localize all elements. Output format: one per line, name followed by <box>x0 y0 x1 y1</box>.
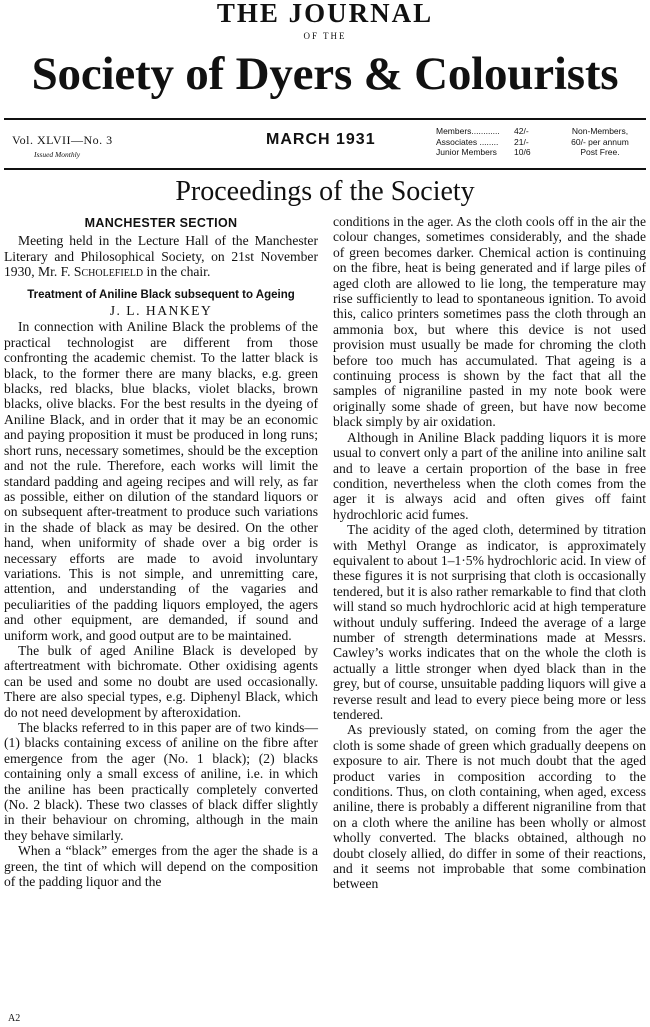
subscription-prices <box>436 126 531 158</box>
issue-bar-bottom-rule <box>4 168 646 170</box>
masthead-the-journal: THE JOURNAL <box>216 0 434 28</box>
price-value: 42/- <box>514 126 529 136</box>
chair-name: Scholefield <box>73 264 144 280</box>
body-paragraph-continued: conditions in the ager. As the cloth cools off in the air the colour changes, sometimes considerably, and the shade of green becomes darker. Chemical action is continuing on the fibre, heat is being generated and if large piles of aged cloth are allowed to lie long, the temperature may rise sufficiently to lead to spontaneous ignition. To avoid this, calico printers sometimes pass the cloth through an ammonia box, but where this device is not used provision must usually be made for chroming the cloth before too much has accumulated. That ageing is a continuing process is shown by the fact that all the samples of nigraniline pasted in my note book were originally some shade of green, but have now become black simply by air oxidation. <box>333 214 646 430</box>
non-member-price <box>558 126 642 158</box>
masthead-of-the: OF THE <box>303 31 347 41</box>
body-paragraph: The bulk of aged Aniline Black is developed by aftertreatment with bichromate. Other oxidising agents can be used and some no doubt are used occasionally. There are also special types, e.g. Diphenyl Black, which do not need development by afteroxidation. <box>4 642 318 720</box>
body-paragraph: When a “black” emerges from the ager the shade is a green, the tint of which will depend on the composition of the padding liquor and the <box>4 843 318 890</box>
price-row-junior <box>436 147 531 158</box>
meeting-text: Meeting held in the Lecture Hall of the Manchester Literary and Philosophical Society, on 21st November 1930, Mr. F. <box>4 233 318 280</box>
meeting-text-end: in the chair. <box>143 264 211 280</box>
price-label: Associates ........ <box>436 136 499 147</box>
issue-bar-top-rule <box>4 118 646 120</box>
proceedings-heading: Proceedings of the Society <box>175 176 475 207</box>
paper-author: J. L. HANKEY <box>109 303 213 319</box>
body-paragraph: The blacks referred to in this paper are of two kinds—(1) blacks containing excess of aniline on the fibre after emergence from the ager (No. 1 black); (2) blacks containing only a small excess of aniline, i.e. in which the aniline has been practically completely converted (No. 2 black). These two classes of black differ slightly in their behaviour on chroming, although in the main they behave similarly. <box>4 720 318 843</box>
body-paragraph: Although in Aniline Black padding liquors it is more usual to convert only a part of the aniline into aniline salt and to leave a certain proportion of the base in free condition, nevertheless when the cloth comes from the ager it is always acid and often gives off faint hydrochloric acid fumes. <box>333 429 646 522</box>
paper-title: Treatment of Aniline Black subsequent to Ageing <box>27 288 295 301</box>
body-paragraph: As previously stated, on coming from the ager the cloth is some shade of green which gradually deepens on exposure to air. There is not much doubt that the aged product varies in composition according to the conditions. Thus, on cloth containing, when aged, excess aniline, there is probably a different nigraniline from that on a cloth where the aniline has been wholly or almost wholly converted. The blacks obtained, although no doubt closely allied, do differ in some of their reactions, and it seems not improbable that some combination between <box>333 722 646 892</box>
right-column <box>333 214 646 892</box>
non-member-line: Post Free. <box>580 147 620 157</box>
price-label: Members............ <box>436 126 500 136</box>
price-value: 10/6 <box>514 147 531 157</box>
issue-date: MARCH 1931 <box>266 131 376 148</box>
volume-number: Vol. XLVII—No. 3 <box>12 133 113 147</box>
price-row-members <box>436 126 531 137</box>
masthead-society-title: Society of Dyers & Colourists <box>31 48 619 100</box>
price-row-associates <box>436 137 531 148</box>
price-label: Junior Members <box>436 147 497 157</box>
meeting-note <box>4 233 318 279</box>
issued-monthly: Issued Monthly <box>34 150 81 159</box>
non-member-line: Non-Members, <box>571 126 629 136</box>
page-folio: A2 <box>8 1013 21 1024</box>
body-paragraph: In connection with Aniline Black the problems of the practical technologist are different from those confronting the academic chemist. To the latter black is black, to the former there are many blacks, e.g. green blacks, red blacks, blue blacks, violet blacks, brown blacks, olive blacks. For the best results in the dyeing of Aniline Black, and in order that it may be an economic and paying proposition it must be produced in long runs; short runs, necessary sometimes, should be the exception and not the rule. Therefore, each works will limit the standard padding and ageing recipes and will rely, as far as possible, either on dilution of the standard liquors or on subsequent after-treatment to produce such variations in the shade of black as may be desired. On the other hand, when uniformity of shade over a big order is necessary efforts are made to avoid involuntary variations. This is not simple, and unremitting care, attention, and understanding of the vagaries and peculiarities of the padding liquors employed, the agers and other equipment, are demanded, if sound and uniform work, and good output are to be maintained. <box>4 319 318 643</box>
body-paragraph: The acidity of the aged cloth, determined by titration with Methyl Orange as indicator, is approximately equivalent to about 1–1·5% hydrochloric acid. In view of these figures it is not surprising that cloth is occasionally tendered, but it is also rather remarkable to find that cloth will stand so much hydrochloric acid at high temperature without unduly suffering. Indeed the average of a large number of strength determinations made at Messrs. Cawley’s works indicates that on the whole the cloth is actually a little stronger when dyed black than in the grey, but of course, unsuitable padding liquors will give a reverse result and lead to every piece being more or less tendered. <box>333 522 646 722</box>
price-value: 21/- <box>514 136 529 147</box>
non-member-line: 60/- per annum <box>571 136 629 147</box>
section-heading: MANCHESTER SECTION <box>84 216 238 230</box>
left-column <box>4 216 318 889</box>
